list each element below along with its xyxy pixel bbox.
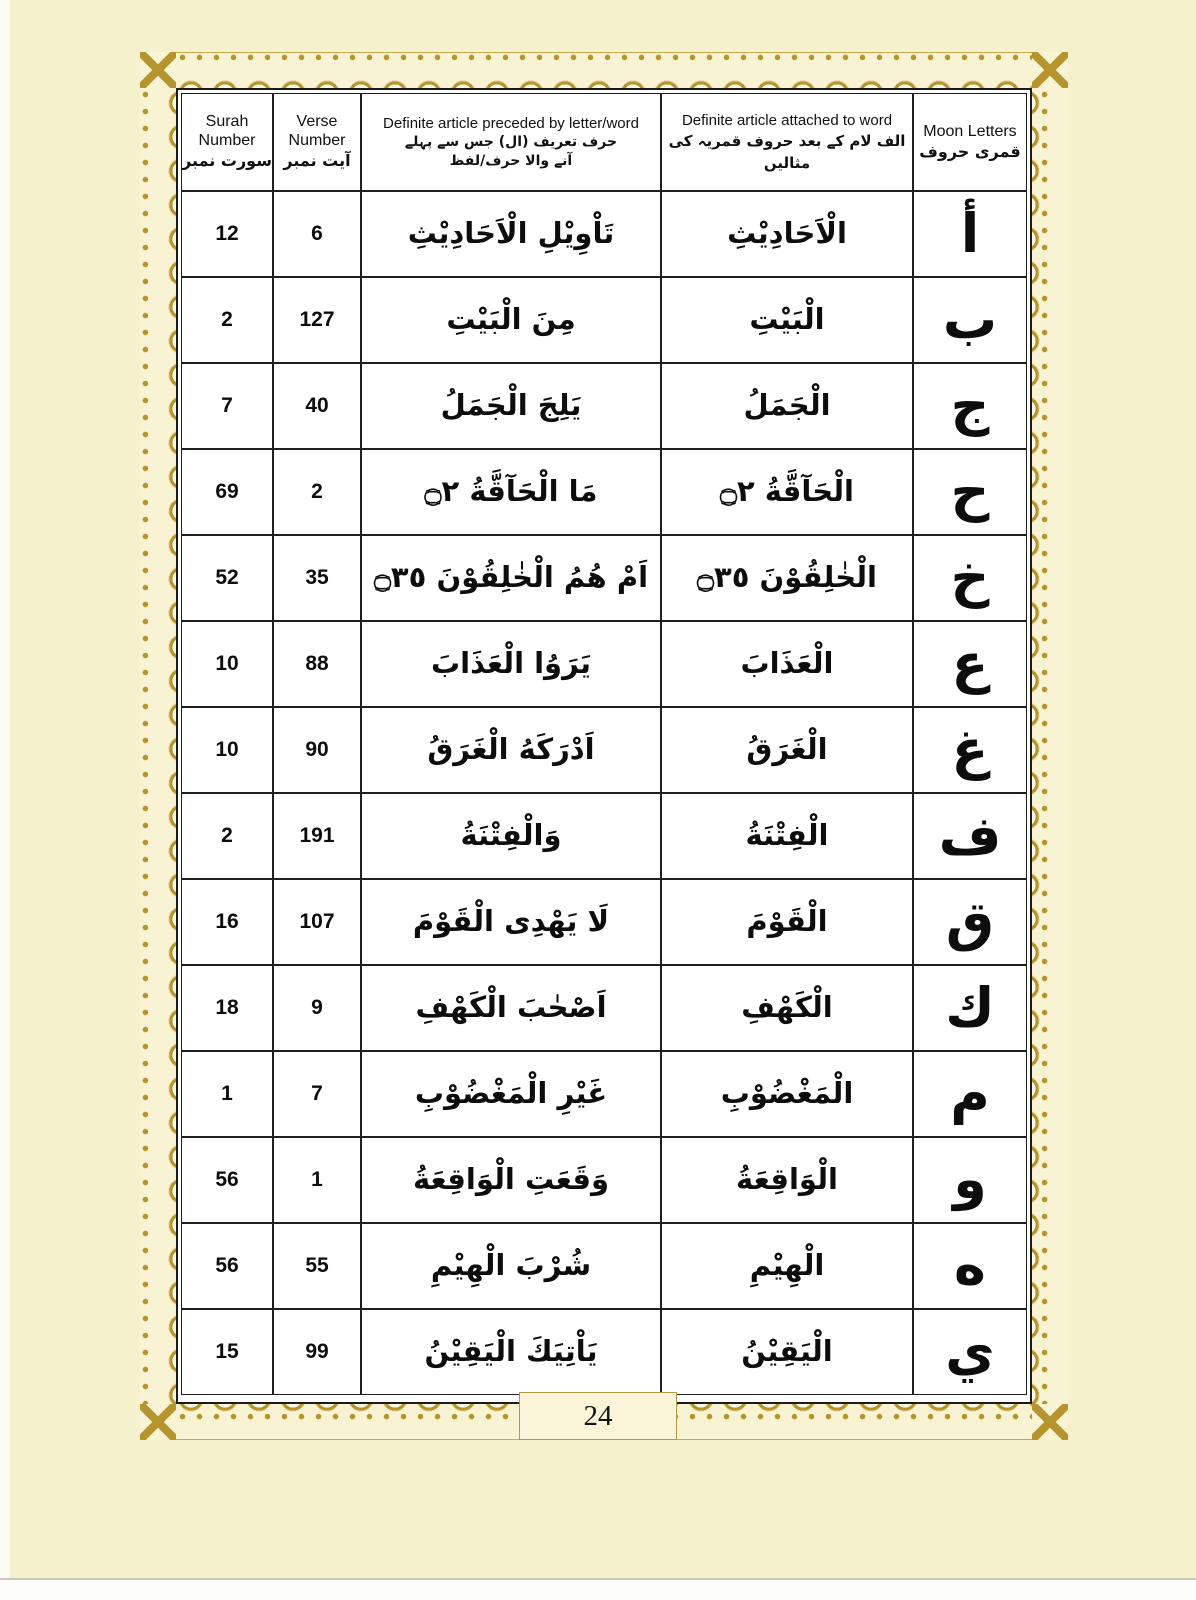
verse-number-cell-text: 191 xyxy=(299,824,335,847)
verse-number-cell-text: 2 xyxy=(311,480,323,503)
moon-letter-cell-text: ق xyxy=(945,890,995,953)
page-number xyxy=(519,1392,677,1440)
example-phrase-cell xyxy=(361,363,661,449)
surah-number-cell xyxy=(181,1223,273,1309)
example-phrase-cell xyxy=(361,621,661,707)
article-word-cell-text: الْخٰلِقُوْنَ ۝٣٥ xyxy=(697,560,877,595)
page-number-text: 24 xyxy=(583,1399,613,1432)
header-text-english: Verse Number xyxy=(288,113,346,149)
moon-letter-cell-text: أ xyxy=(960,202,980,265)
example-phrase-cell xyxy=(361,707,661,793)
moon-letter-cell xyxy=(913,879,1027,965)
verse-number-cell xyxy=(273,1223,361,1309)
example-phrase-cell-text: غَيْرِ الْمَغْضُوْبِ xyxy=(414,1076,608,1111)
verse-number-cell-text: 35 xyxy=(305,566,329,589)
article-word-cell xyxy=(661,1223,913,1309)
example-phrase-cell xyxy=(361,277,661,363)
verse-number-cell-text: 88 xyxy=(305,652,329,675)
surah-number-cell xyxy=(181,277,273,363)
surah-number-cell xyxy=(181,965,273,1051)
article-word-cell xyxy=(661,363,913,449)
moon-letter-cell-text: ي xyxy=(945,1320,995,1383)
article-word-cell-text: الْحَآقَّةُ ۝٢ xyxy=(720,474,854,509)
column-header-surah-number xyxy=(181,93,273,191)
moon-letter-cell-text: ج xyxy=(950,374,990,437)
example-phrase-cell-text: شُرْبَ الْهِيْمِ xyxy=(430,1248,592,1283)
header-text-urdu-line2: آنے والا حرف/لفظ xyxy=(449,152,573,169)
example-phrase-cell xyxy=(361,1137,661,1223)
article-word-cell-text: الْمَغْضُوْبِ xyxy=(720,1076,854,1111)
surah-number-cell-text: 12 xyxy=(215,222,239,245)
column-header-definite-article-attached xyxy=(661,93,913,191)
moon-letter-cell xyxy=(913,965,1027,1051)
column-header-verse-number xyxy=(273,93,361,191)
moon-letter-cell xyxy=(913,277,1027,363)
surah-number-cell xyxy=(181,879,273,965)
example-phrase-cell xyxy=(361,965,661,1051)
verse-number-cell xyxy=(273,1309,361,1395)
verse-number-cell-text: 1 xyxy=(311,1168,323,1191)
header-text-urdu-line1: حرف تعریف (ال) جس سے پہلے xyxy=(404,133,618,150)
article-word-cell xyxy=(661,1051,913,1137)
example-phrase-cell xyxy=(361,1223,661,1309)
surah-number-cell-text: 56 xyxy=(215,1254,239,1277)
example-phrase-cell-text: لَا يَهْدِى الْقَوْمَ xyxy=(412,904,610,939)
surah-number-cell-text: 2 xyxy=(221,308,233,331)
article-word-cell-text: الْكَهْفِ xyxy=(741,990,833,1025)
article-word-cell xyxy=(661,793,913,879)
moon-letter-cell-text: ه xyxy=(954,1234,986,1297)
example-phrase-cell-text: اَمْ هُمُ الْخٰلِقُوْنَ ۝٣٥ xyxy=(373,560,649,595)
article-word-cell-text: الْاَحَادِيْثِ xyxy=(727,216,847,251)
moon-letter-cell-text: ك xyxy=(945,976,995,1039)
example-phrase-cell-text: مِنَ الْبَيْتِ xyxy=(446,302,576,337)
surah-number-cell-text: 69 xyxy=(215,480,239,503)
example-phrase-cell-text: اَصْحٰبَ الْكَهْفِ xyxy=(415,990,607,1025)
border-ornament-left xyxy=(140,52,176,1440)
article-word-cell-text: الْفِتْنَةُ xyxy=(745,818,829,853)
verse-number-cell-text: 7 xyxy=(311,1082,323,1105)
moon-letter-cell-text: ع xyxy=(951,632,989,695)
article-word-cell xyxy=(661,879,913,965)
surah-number-cell-text: 16 xyxy=(215,910,239,933)
surah-number-cell xyxy=(181,191,273,277)
surah-number-cell xyxy=(181,363,273,449)
border-corner-top-left xyxy=(140,52,176,88)
article-word-cell-text: الْوَاقِعَةُ xyxy=(736,1162,838,1197)
surah-number-cell xyxy=(181,1309,273,1395)
example-phrase-cell-text: وَقَعَتِ الْوَاقِعَةُ xyxy=(412,1162,610,1197)
column-header-definite-article-preceded xyxy=(361,93,661,191)
article-word-cell-text: الْبَيْتِ xyxy=(749,302,825,337)
example-phrase-cell-text: يَلِجَ الْجَمَلُ xyxy=(440,388,582,423)
example-phrase-cell-text: يَرَوُا الْعَذَابَ xyxy=(430,646,592,681)
surah-number-cell xyxy=(181,621,273,707)
surah-number-cell xyxy=(181,1051,273,1137)
example-phrase-cell xyxy=(361,793,661,879)
article-word-cell xyxy=(661,1137,913,1223)
verse-number-cell xyxy=(273,707,361,793)
verse-number-cell-text: 127 xyxy=(299,308,335,331)
column-header-moon-letters xyxy=(913,93,1027,191)
moon-letter-cell xyxy=(913,191,1027,277)
moon-letter-cell xyxy=(913,1137,1027,1223)
verse-number-cell-text: 107 xyxy=(299,910,335,933)
scan-edge-bottom xyxy=(0,1578,1196,1600)
article-word-cell xyxy=(661,707,913,793)
moon-letter-cell-text: و xyxy=(953,1148,987,1211)
article-word-cell xyxy=(661,965,913,1051)
border-corner-bottom-left xyxy=(140,1404,176,1440)
surah-number-cell-text: 1 xyxy=(221,1082,233,1105)
article-word-cell xyxy=(661,621,913,707)
example-phrase-cell-text: وَالْفِتْنَةُ xyxy=(460,818,562,853)
verse-number-cell-text: 9 xyxy=(311,996,323,1019)
moon-letter-cell xyxy=(913,1309,1027,1395)
moon-letter-cell-text: خ xyxy=(950,546,990,609)
border-corner-bottom-right xyxy=(1032,1404,1068,1440)
verse-number-cell-text: 99 xyxy=(305,1340,329,1363)
surah-number-cell-text: 10 xyxy=(215,738,239,761)
example-phrase-cell-text: يَاْتِيَكَ الْيَقِيْنُ xyxy=(424,1334,598,1369)
surah-number-cell-text: 10 xyxy=(215,652,239,675)
example-phrase-cell xyxy=(361,191,661,277)
verse-number-cell xyxy=(273,535,361,621)
article-word-cell-text: الْهِيْمِ xyxy=(749,1248,825,1283)
article-word-cell-text: الْعَذَابَ xyxy=(740,646,834,681)
moon-letter-cell xyxy=(913,621,1027,707)
article-word-cell xyxy=(661,191,913,277)
header-text-english: Moon Letters xyxy=(923,122,1017,140)
moon-letter-cell xyxy=(913,535,1027,621)
article-word-cell-text: الْجَمَلُ xyxy=(743,388,831,423)
moon-letter-cell xyxy=(913,793,1027,879)
header-text-urdu: سورت نمبر xyxy=(182,151,272,170)
border-ornament-top xyxy=(140,52,1068,88)
verse-number-cell xyxy=(273,363,361,449)
moon-letter-cell-text: ب xyxy=(942,288,998,351)
moon-letter-cell xyxy=(913,1223,1027,1309)
moon-letters-table xyxy=(176,88,1032,1404)
moon-letter-cell xyxy=(913,449,1027,535)
scan-edge-left xyxy=(0,0,10,1580)
example-phrase-cell-text: تَاْوِيْلِ الْاَحَادِيْثِ xyxy=(407,216,615,251)
moon-letter-cell xyxy=(913,363,1027,449)
surah-number-cell-text: 56 xyxy=(215,1168,239,1191)
header-text-urdu: الف لام کے بعد حروف قمریہ کی مثالیں xyxy=(668,131,906,172)
article-word-cell xyxy=(661,1309,913,1395)
moon-letter-cell xyxy=(913,707,1027,793)
surah-number-cell xyxy=(181,449,273,535)
example-phrase-cell xyxy=(361,1309,661,1395)
verse-number-cell xyxy=(273,277,361,363)
article-word-cell xyxy=(661,277,913,363)
header-text-english: Definite article preceded by letter/word xyxy=(383,114,639,132)
verse-number-cell-text: 55 xyxy=(305,1254,329,1277)
verse-number-cell-text: 6 xyxy=(311,222,323,245)
surah-number-cell-text: 15 xyxy=(215,1340,239,1363)
verse-number-cell xyxy=(273,1137,361,1223)
example-phrase-cell-text: اَدْرَكَهُ الْغَرَقُ xyxy=(427,732,595,767)
surah-number-cell xyxy=(181,793,273,879)
verse-number-cell-text: 40 xyxy=(305,394,329,417)
article-word-cell-text: الْغَرَقُ xyxy=(746,732,828,767)
surah-number-cell xyxy=(181,1137,273,1223)
verse-number-cell xyxy=(273,793,361,879)
example-phrase-cell xyxy=(361,449,661,535)
verse-number-cell-text: 90 xyxy=(305,738,329,761)
verse-number-cell xyxy=(273,191,361,277)
article-word-cell-text: الْيَقِيْنُ xyxy=(741,1334,833,1369)
moon-letter-cell-text: ح xyxy=(950,460,990,523)
surah-number-cell-text: 18 xyxy=(215,996,239,1019)
moon-letter-cell xyxy=(913,1051,1027,1137)
header-text-urdu: قمری حروف xyxy=(919,141,1021,161)
example-phrase-cell-text: مَا الْحَآقَّةُ ۝٢ xyxy=(424,474,598,509)
header-text-english: Definite article attached to word xyxy=(681,111,893,129)
verse-number-cell xyxy=(273,879,361,965)
header-text-english: Surah Number xyxy=(198,113,256,149)
ornamental-border xyxy=(140,52,1068,1440)
surah-number-cell xyxy=(181,535,273,621)
surah-number-cell-text: 2 xyxy=(221,824,233,847)
surah-number-cell xyxy=(181,707,273,793)
moon-letter-cell-text: م xyxy=(950,1062,990,1125)
moon-letter-cell-text: ف xyxy=(938,804,1002,867)
example-phrase-cell xyxy=(361,879,661,965)
border-corner-top-right xyxy=(1032,52,1068,88)
surah-number-cell-text: 52 xyxy=(215,566,239,589)
verse-number-cell xyxy=(273,449,361,535)
verse-number-cell xyxy=(273,965,361,1051)
border-ornament-right xyxy=(1032,52,1068,1440)
article-word-cell xyxy=(661,449,913,535)
verse-number-cell xyxy=(273,1051,361,1137)
example-phrase-cell xyxy=(361,1051,661,1137)
moon-letter-cell-text: غ xyxy=(951,718,989,781)
surah-number-cell-text: 7 xyxy=(221,394,233,417)
verse-number-cell xyxy=(273,621,361,707)
header-text-urdu: آیت نمبر xyxy=(283,151,351,170)
example-phrase-cell xyxy=(361,535,661,621)
article-word-cell-text: الْقَوْمَ xyxy=(746,904,828,939)
article-word-cell xyxy=(661,535,913,621)
